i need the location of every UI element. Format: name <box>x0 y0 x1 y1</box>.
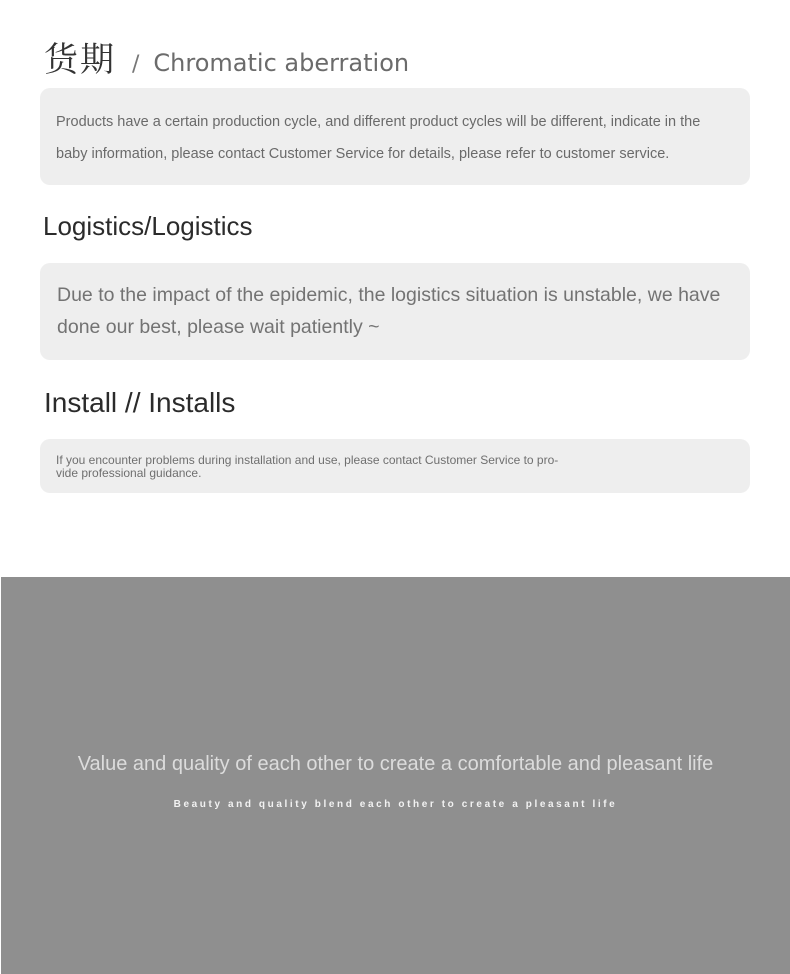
delivery-title-en: Chromatic aberration <box>153 49 410 77</box>
banner-headline: Value and quality of each other to create a comfortable and pleasant life <box>77 753 714 775</box>
logistics-title: Logistics/Logistics <box>43 211 253 241</box>
delivery-title-cjk: 货期 <box>44 40 116 80</box>
install-title: Install // Installs <box>44 387 236 418</box>
delivery-info-box <box>40 88 750 185</box>
banner-tagline: Beauty and quality blend each other to create a pleasant life <box>173 799 618 810</box>
install-info-text: If you encounter problems during installation and use, please contact Customer Service to pro-vide professional guidance. <box>56 453 559 480</box>
logistics-info-text: Due to the impact of the epidemic, the logistics situation is unstable, we have done our best, please wait patiently ~ <box>57 284 721 338</box>
title-separator: / <box>132 52 140 77</box>
delivery-info-text: Products have a certain production cycle, and different product cycles will be different, indicate in the baby information, please contact Customer Service for details, please refer to customer service. <box>56 114 701 162</box>
install-info-box <box>40 439 750 493</box>
slogan-banner <box>1 577 790 974</box>
logistics-info-box <box>40 263 750 360</box>
delivery-title <box>44 32 409 81</box>
